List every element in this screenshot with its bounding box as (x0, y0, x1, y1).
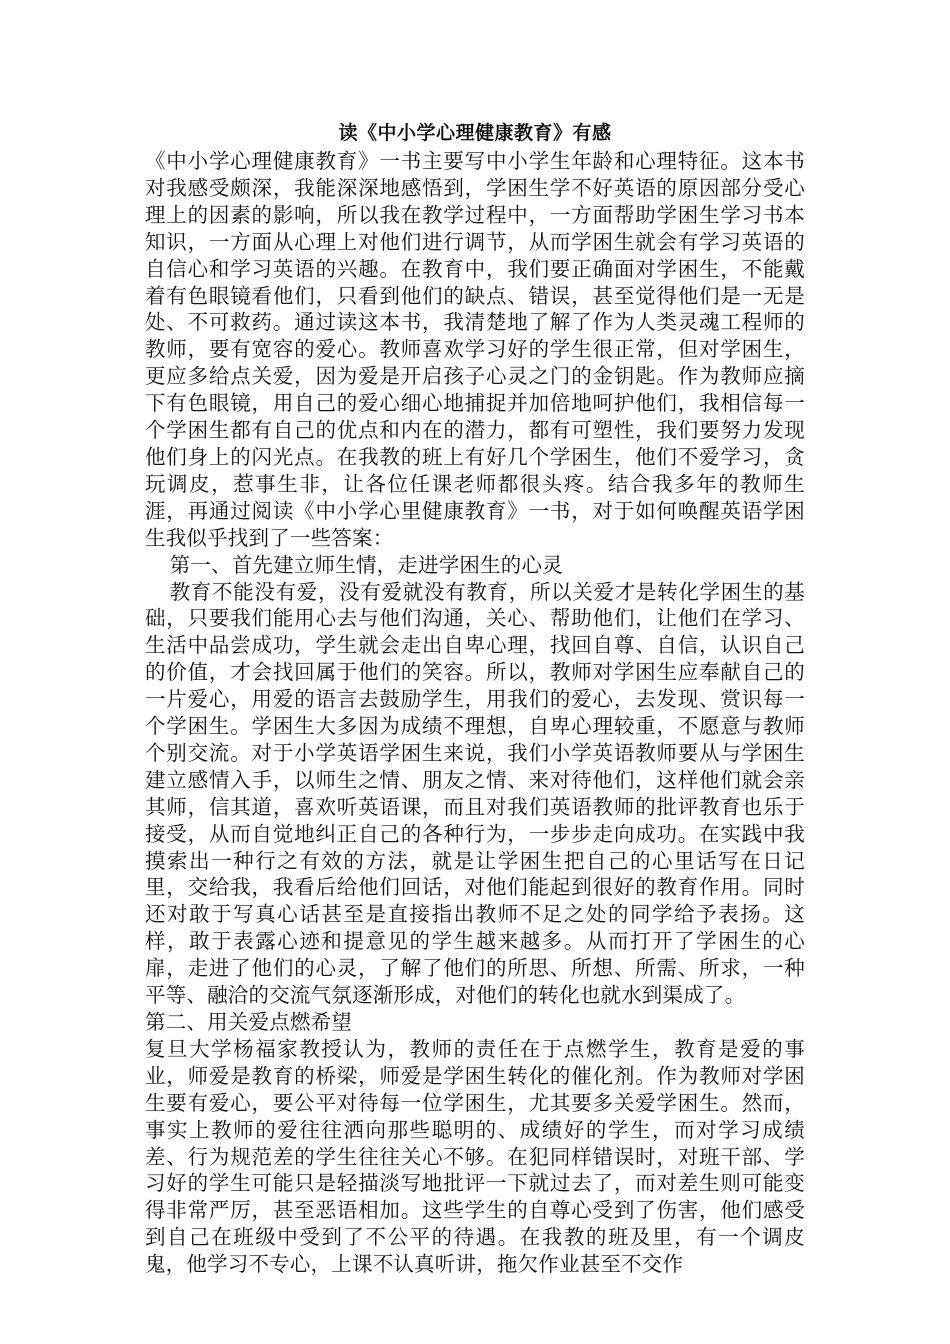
document-title: 读《中小学心理健康教育》有感 (338, 122, 612, 144)
paragraph-intro: 《中小学心理健康教育》一书主要写中小学生年龄和心理特征。这本书对我感受颇深，我能深深地感悟到，学困生学不好英语的原因部分受心理上的因素的影响，所以我在教学过程中，一方面帮助学困生学习书本知识，一方面从心理上对他们进行调节，从而学困生就会有学习英语的自信心和学习英语的兴趣。在教育中，我们要正确面对学困生，不能戴着有色眼镜看他们，只看到他们的缺点、错误，甚至觉得他们是一无是处、不可救药。通过读这本书，我清楚地了解了作为人类灵魂工程师的教师，要有宽容的爱心。教师喜欢学习好的学生很正常，但对学困生，更应多给点关爱，因为爱是开启孩子心灵之门的金钥匙。作为教师应摘下有色眼镜，用自己的爱心细心地捕捉并加倍地呵护他们，我相信每一个学困生都有自己的优点和内在的潜力，都有可塑性，我们要努力发现他们身上的闪光点。在我教的班上有好几个学困生，他们不爱学习，贪玩调皮，惹事生非，让各位任课老师都很头疼。结合我多年的教师生涯，再通过阅读《中小学心里健康教育》一书，对于如何唤醒英语学困生我似乎找到了一些答案： (145, 149, 805, 550)
section-heading-1: 第一、首先建立师生情，走进学困生的心灵 (169, 552, 563, 577)
section-heading-2: 第二、用关爱点燃希望 (145, 1010, 352, 1034)
paragraph-section-1: 教育不能没有爱，没有爱就没有教育，所以关爱才是转化学困生的基础，只要我们能用心去与他们沟通，关心、帮助他们，让他们在学习、生活中品尝成功，学生就会走出自卑心理，找回自尊、自信，认识自己的价值，才会找回属于他们的笑容。所以，教师对学困生应奉献自己的一片爱心，用爱的语言去鼓励学生，用我们的爱心，去发现、赏识每一个学困生。学困生大多因为成绩不理想，自卑心理较重，不愿意与教师个别交流。对于小学英语学困生来说，我们小学英语教师要从与学困生建立感情入手，以师生之情、朋友之情、来对待他们，这样他们就会亲其师，信其道，喜欢听英语课，而且对我们英语教师的批评教育也乐于接受，从而自觉地纠正自己的各种行为，一步步走向成功。在实践中我摸索出一种行之有效的方法，就是让学困生把自己的心里话写在日记里，交给我，我看后给他们回话，对他们能起到很好的教育作用。同时还对敢于写真心话甚至是直接指出教师不足之处的同学给予表扬。这样，敢于表露心迹和提意见的学生越来越多。从而打开了学困生的心扉，走进了他们的心灵，了解了他们的所思、所想、所需、所求，一种平等、融洽的交流气氛逐渐形成，对他们的转化也就水到渠成了。 (145, 579, 805, 1008)
document-page (145, 118, 805, 1278)
paragraph-section-2: 复旦大学杨福家教授认为，教师的责任在于点燃学生，教育是爱的事业，师爱是教育的桥梁，师爱是学困生转化的催化剂。作为教师对学困生要有爱心，要公平对待每一位学困生，尤其要多关爱学困生。然而，事实上教师的爱往往洒向那些聪明的、成绩好的学生，而对学习成绩差、行为规范差的学生往往关心不够。在犯同样错误时，对班干部、学习好的学生可能只是轻描淡写地批评一下就过去了，而对差生则可能变得非常严厉，甚至恶语相加。这些学生的自尊心受到了伤害，他们感受到自己在班级中受到了不公平的待遇。在我教的班及里，有一个调皮鬼，他学习不专心，上课不认真听讲，拖欠作业甚至不交作 (145, 1036, 805, 1277)
